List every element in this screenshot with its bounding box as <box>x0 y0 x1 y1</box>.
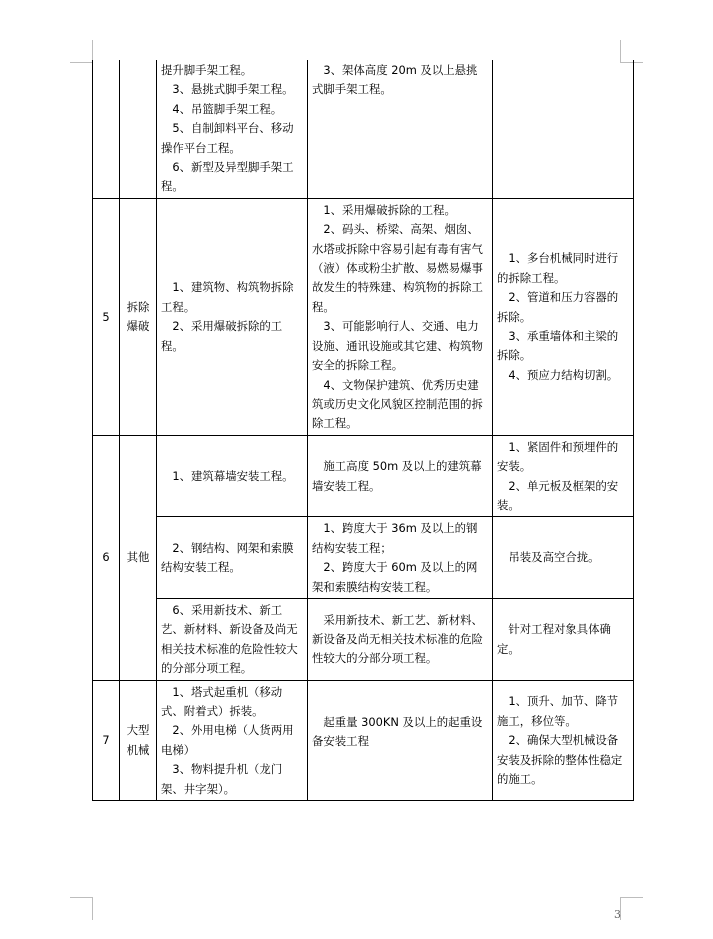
expert-item: 1、跨度大于 36m 及以上的钢结构安装工程； <box>312 521 478 555</box>
control-item: 1、紧固件和预埋件的安装。 <box>497 439 619 474</box>
scope-item: 6、新型及异型脚手架工程。 <box>161 160 294 194</box>
expert-item: 施工高度 50m 及以上的建筑幕墙安装工程。 <box>312 459 482 493</box>
key-control-cell <box>493 435 634 517</box>
table-row <box>93 60 634 198</box>
expert-item: 起重量 300KN 及以上的起重设备安装工程 <box>312 714 483 748</box>
crop-mark-bottom-left <box>70 897 93 920</box>
scope-item: 2、采用爆破拆除的工程。 <box>161 319 283 353</box>
control-item: 2、确保大型机械设备安装及拆除的整体性稳定的施工。 <box>497 733 623 786</box>
row-category: 拆除爆破 <box>120 198 157 435</box>
scope-item: 1、建筑物、构筑物拆除工程。 <box>161 280 294 314</box>
scope-cell <box>157 680 308 800</box>
scope-cell <box>157 517 308 599</box>
expert-item: 采用新技术、新工艺、新材料、新设备及尚无相关技术标准的危险性较大的分部分项工程。 <box>312 612 483 666</box>
scope-cell <box>157 198 308 435</box>
control-item: 针对工程对象具体确定。 <box>497 622 611 656</box>
row-number: 5 <box>93 198 120 435</box>
expert-item: 3、可能影响行人、交通、电力设施、通讯设施或其它建、构筑物安全的拆除工程。 <box>312 319 483 373</box>
expert-review-cell <box>308 517 493 599</box>
control-item: 1、多台机械同时进行的拆除工程。 <box>497 251 619 285</box>
control-item: 4、预应力结构切割。 <box>508 367 619 382</box>
table-row <box>93 517 634 599</box>
expert-review-cell <box>308 598 493 680</box>
row-category <box>120 60 157 198</box>
key-control-cell <box>493 198 634 435</box>
table-row <box>93 598 634 680</box>
row-number: 7 <box>93 680 120 800</box>
scope-cell <box>157 598 308 680</box>
row-category: 其他 <box>120 435 157 680</box>
control-item: 2、管道和压力容器的拆除。 <box>497 290 619 324</box>
expert-item: 2、码头、桥梁、高架、烟囱、水塔或拆除中容易引起有毒有害气（液）体或粉尘扩散、易燃易爆事故发生的特殊建、构筑物的拆除工程。 <box>312 222 483 314</box>
scope-item: 2、外用电梯（人货两用电梯） <box>161 723 294 757</box>
scope-item: 提升脚手架工程。 <box>161 63 253 77</box>
table-row <box>93 680 634 800</box>
scope-item: 2、钢结构、网架和索膜结构安装工程。 <box>161 540 294 575</box>
hazard-project-table <box>92 60 634 801</box>
crop-mark-top-left <box>70 40 93 63</box>
expert-review-cell <box>308 680 493 800</box>
scope-item: 3、悬挑式脚手架工程。 <box>172 82 294 97</box>
key-control-cell <box>493 680 634 800</box>
table-row <box>93 198 634 435</box>
page-number: 3 <box>614 908 621 921</box>
key-control-cell <box>493 598 634 680</box>
key-control-cell <box>493 60 634 198</box>
expert-item: 2、跨度大于 60m 及以上的网架和索膜结构安装工程。 <box>312 560 478 594</box>
control-item: 3、承重墙体和主梁的拆除。 <box>497 328 619 363</box>
scope-item: 1、建筑幕墙安装工程。 <box>172 468 294 483</box>
row-category: 大型机械 <box>120 680 157 800</box>
scope-item: 4、吊篮脚手架工程。 <box>172 101 283 116</box>
control-item: 吊装及高空合拢。 <box>508 550 600 565</box>
scope-cell <box>157 60 308 198</box>
expert-item: 4、文物保护建筑、优秀历史建筑或历史文化风貌区控制范围的拆除工程。 <box>312 377 483 431</box>
table-row <box>93 435 634 517</box>
scope-item: 6、采用新技术、新工艺、新材料、新设备及尚无相关技术标准的危险性较大的分部分项工程。 <box>161 602 298 676</box>
scope-cell <box>157 435 308 517</box>
expert-review-cell <box>308 198 493 435</box>
key-control-cell <box>493 517 634 599</box>
row-number: 6 <box>93 435 120 680</box>
control-item: 2、单元板及框架的安装。 <box>497 478 619 512</box>
expert-review-cell <box>308 60 493 198</box>
expert-item: 1、采用爆破拆除的工程。 <box>323 202 456 217</box>
scope-item: 1、塔式起重机（移动式、附着式）拆装。 <box>161 684 283 718</box>
scope-item: 3、物料提升机（龙门架、井字架）。 <box>161 762 283 796</box>
expert-item: 3、架体高度 20m 及以上悬挑式脚手架工程。 <box>312 63 478 97</box>
expert-review-cell <box>308 435 493 517</box>
scope-item: 5、自制卸料平台、移动操作平台工程。 <box>161 121 294 155</box>
control-item: 1、顶升、加节、降节施工，移位等。 <box>497 694 619 728</box>
row-number <box>93 60 120 198</box>
crop-mark-bottom-right <box>620 897 643 920</box>
